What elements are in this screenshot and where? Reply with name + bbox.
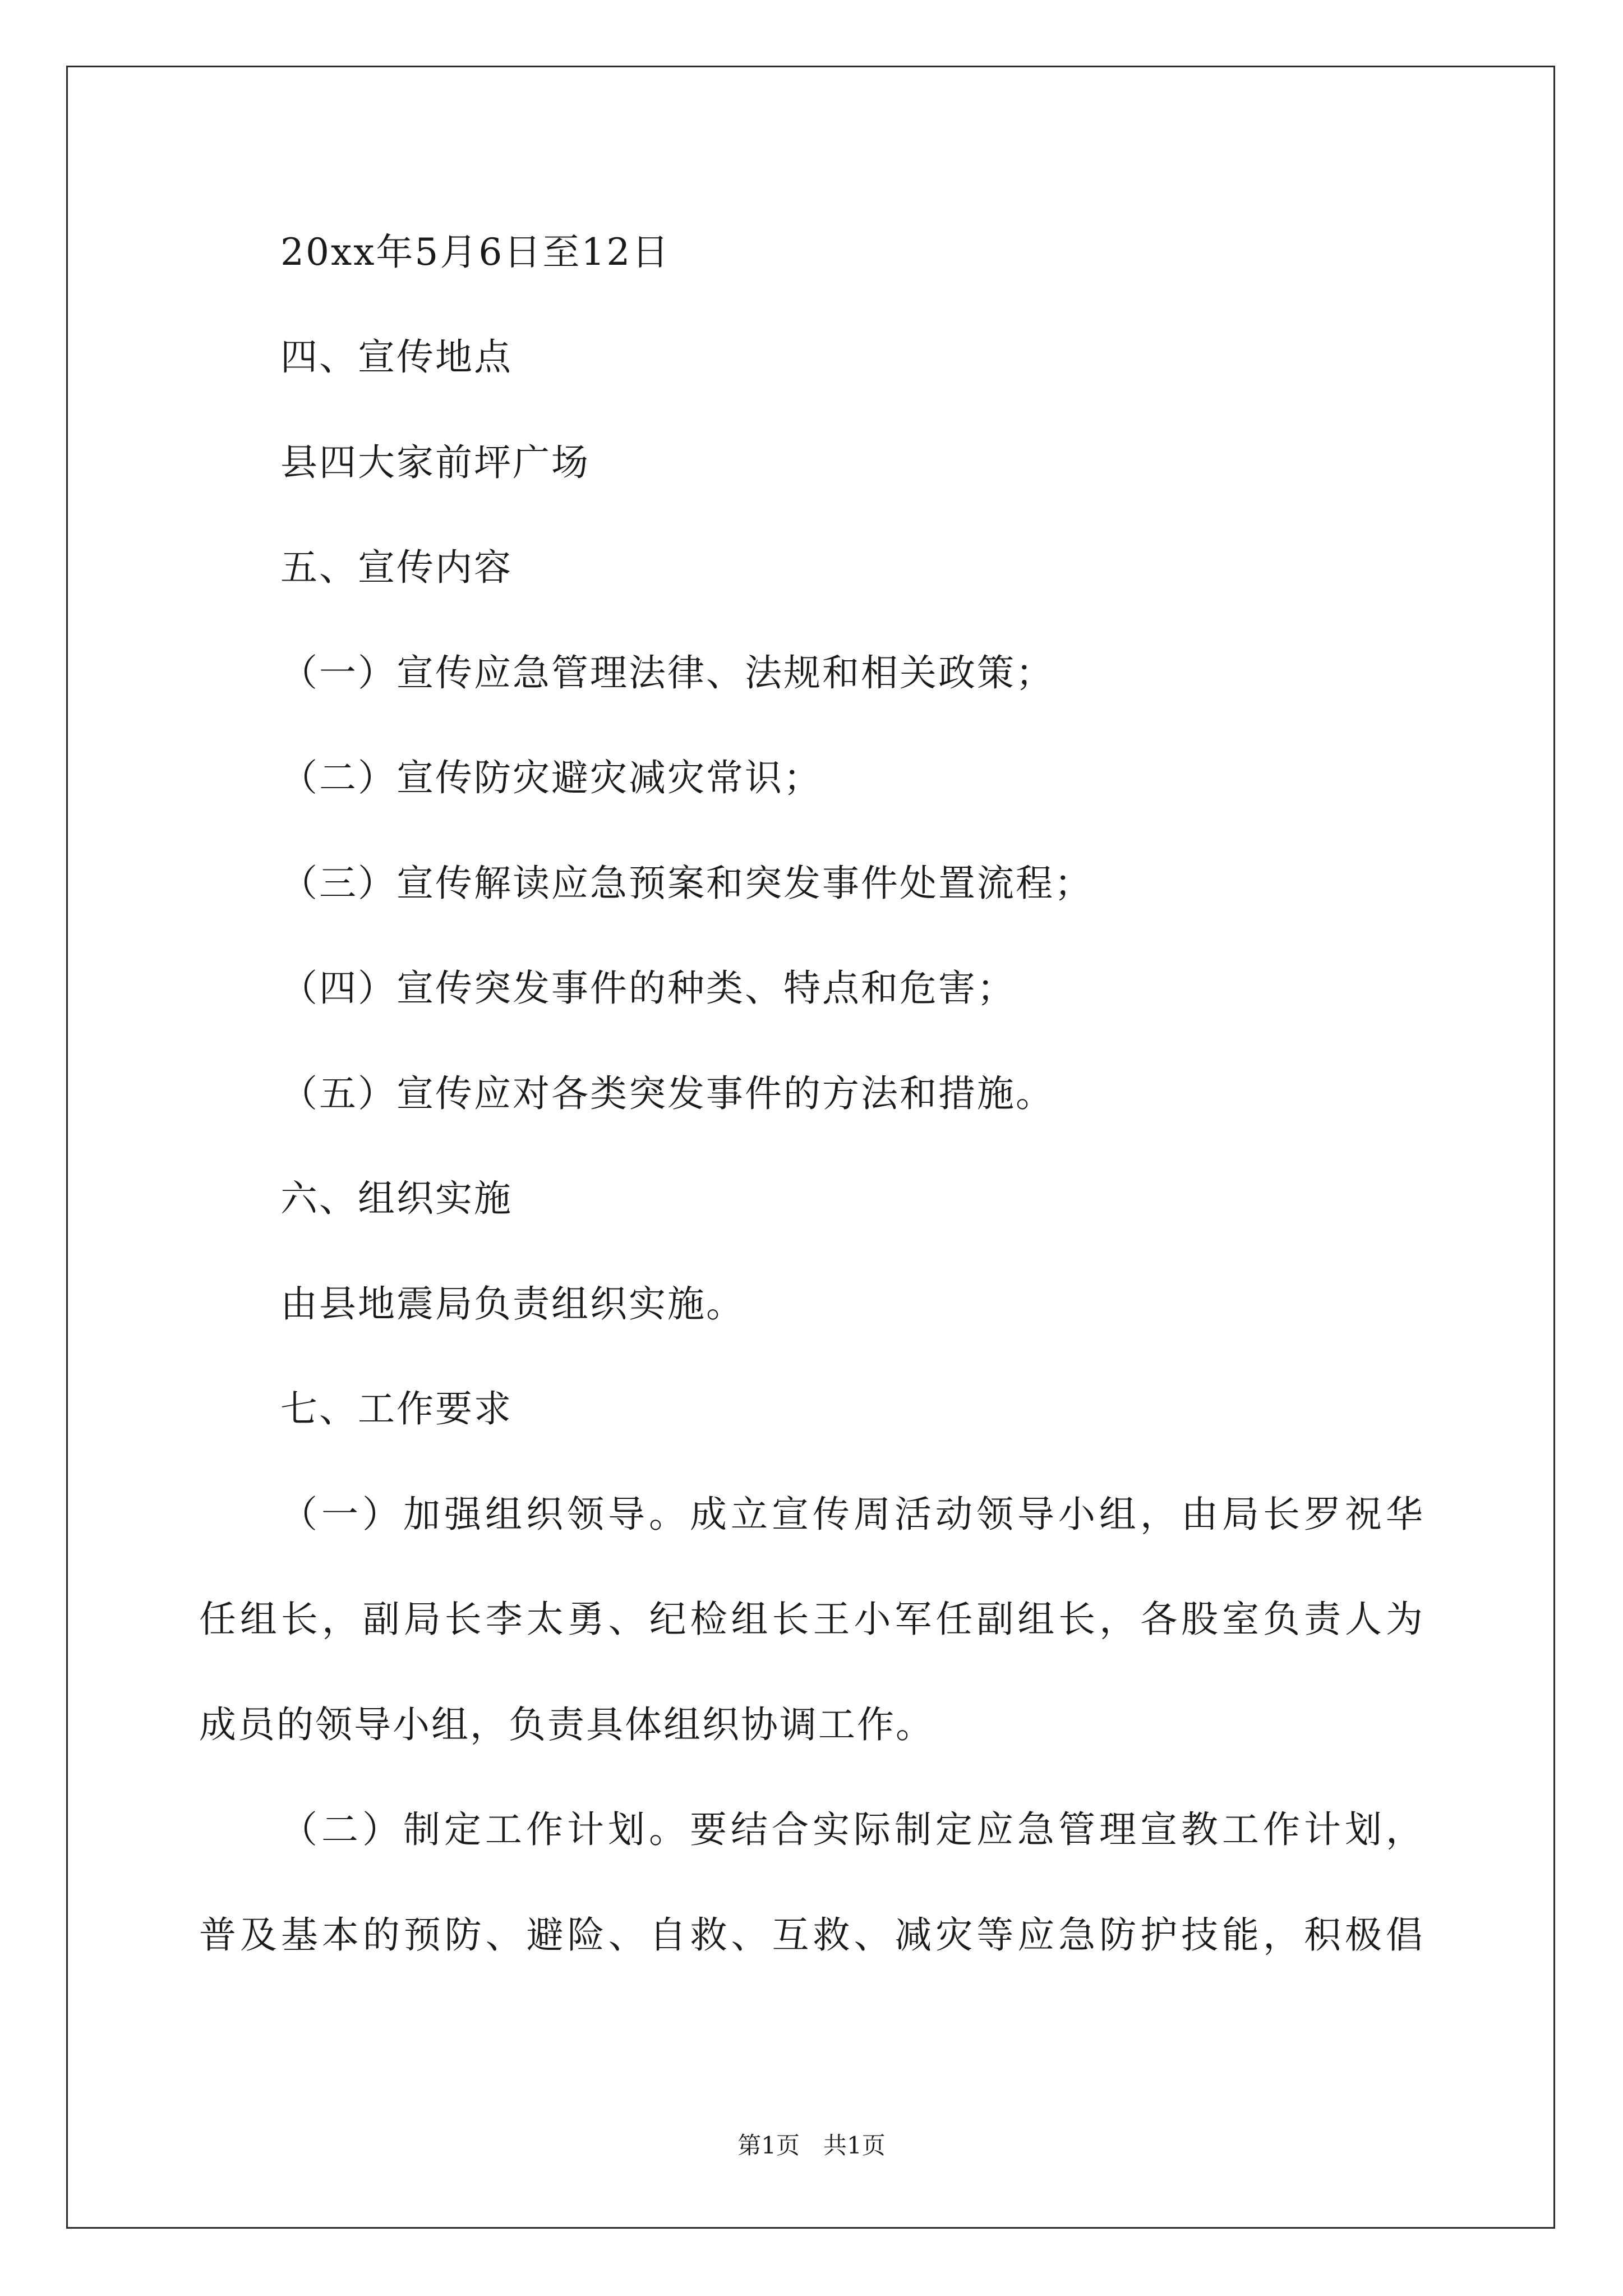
requirement-2-line-2: 普及基本的预防、避险、自救、互救、减灾等应急防护技能，积极倡: [199, 1913, 1424, 1957]
requirement-1-line-1: （一）加强组织领导。成立宣传周活动领导小组，由局长罗祝华: [280, 1493, 1424, 1536]
section-heading-requirements: 七、工作要求: [280, 1387, 513, 1430]
requirement-1-line-2: 任组长，副局长李太勇、纪检组长王小军任副组长，各股室负责人为: [199, 1598, 1424, 1641]
section-heading-organization: 六、组织实施: [280, 1177, 513, 1220]
requirement-2-line-1: （二）制定工作计划。要结合实际制定应急管理宣教工作计划，: [280, 1808, 1424, 1851]
content-item-2: （二）宣传防灾避灾减灾常识；: [280, 756, 822, 799]
organization-text: 由县地震局负责组织实施。: [280, 1282, 745, 1326]
content-item-1: （一）宣传应急管理法律、法规和相关政策；: [280, 651, 1054, 694]
location-text: 县四大家前坪广场: [280, 441, 590, 484]
requirement-1-line-3: 成员的领导小组，负责具体组织协调工作。: [199, 1703, 934, 1746]
section-heading-location: 四、宣传地点: [280, 335, 513, 379]
date-range-line: 20xx年5月6日至12日: [280, 231, 671, 274]
page-number-footer: 第1页 共1页: [737, 2132, 886, 2159]
content-item-5: （五）宣传应对各类突发事件的方法和措施。: [280, 1072, 1054, 1115]
content-item-4: （四）宣传突发事件的种类、特点和危害；: [280, 967, 1016, 1010]
content-item-3: （三）宣传解读应急预案和突发事件处置流程；: [280, 862, 1093, 905]
section-heading-content: 五、宣传内容: [280, 546, 513, 589]
